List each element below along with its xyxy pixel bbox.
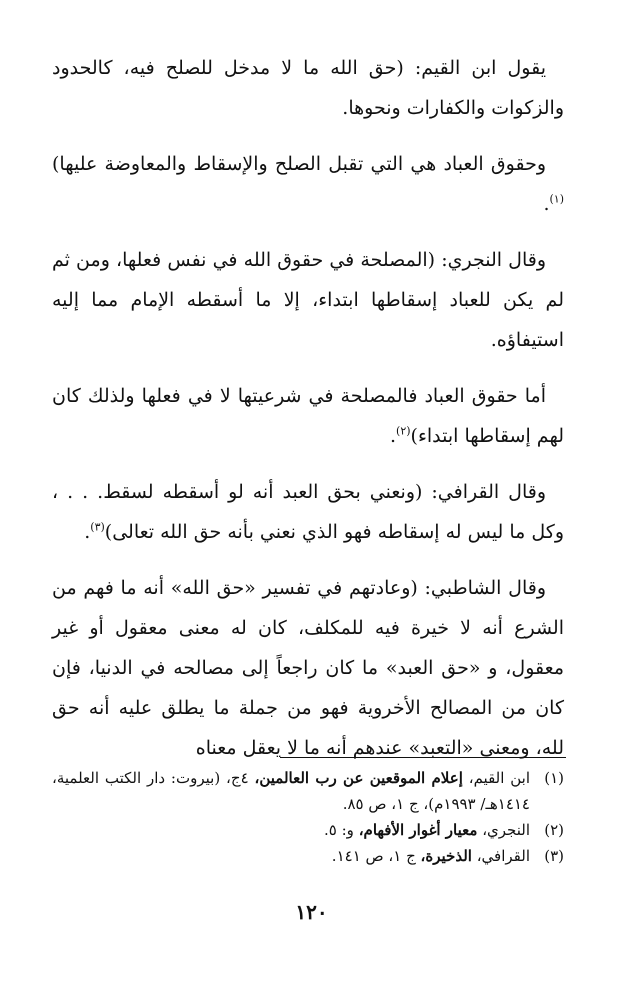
paragraph-huquq-al-ibad: [52, 144, 564, 224]
footnote-divider: [280, 757, 566, 758]
paragraph-tail: .: [389, 425, 397, 447]
footnote-author: القرافي،: [471, 847, 530, 865]
footnote-details: و: ٥.: [324, 821, 359, 839]
footnote-details: ٤ج، (بيروت: دار الكتب العلمية، ١٤١٤هـ/ ١٩٩٣م)، ج ١، ص ٨٥.: [52, 769, 530, 813]
page-number: ١٢٠: [295, 900, 328, 924]
main-text: [52, 48, 564, 784]
footnote-author: النجري،: [477, 821, 530, 839]
footnote-number: (٣): [544, 847, 564, 865]
paragraph-qarafi: [52, 472, 564, 552]
footnote-number: (١): [544, 769, 564, 787]
footnotes: [52, 765, 564, 869]
footnote-ref-2[interactable]: (٢): [396, 424, 411, 438]
footnote-ref-3[interactable]: (٣): [90, 520, 105, 534]
footnote-3: [52, 843, 564, 869]
paragraph-shatibi: [52, 568, 564, 768]
footnote-author: ابن القيم،: [462, 769, 531, 787]
paragraph-text: وقال الشاطبي: (وعادتهم في تفسير «حق الله» أنه ما فهم من الشرع أنه لا خيرة فيه للمكلف، كان له معنى معقول أو غير معقول، و «حق العبد» ما كان راجعاً إلى مصالحه في الدنيا، فإن كان من المصالح الأخروية فهو من جملة ما يطلق عليه أنه حق لله، ومعنى «التعبد» عندهم أنه ما لا يعقل معناه: [52, 577, 564, 759]
paragraph-text: يقول ابن القيم: (حق الله ما لا مدخل للصلح فيه، كالحدود والزكوات والكفارات ونحوها.: [52, 57, 564, 119]
paragraph-tail: .: [84, 521, 91, 543]
footnote-title: الذخيرة،: [420, 847, 472, 865]
footnote-details: ج ١، ص ١٤١.: [331, 847, 421, 865]
footnote-ref-1[interactable]: (١): [549, 192, 564, 206]
footnote-2: [52, 817, 564, 843]
paragraph-najri: [52, 240, 564, 360]
footnote-title: إعلام الموقعين عن رب العالمين،: [254, 769, 463, 787]
paragraph-huquq-al-ibad-2: [52, 376, 564, 456]
footnote-1: [52, 765, 564, 817]
paragraph-ibn-qayyim: [52, 48, 564, 128]
footnote-title: معيار أغوار الأفهام،: [358, 821, 478, 839]
paragraph-text: أما حقوق العباد فالمصلحة في شرعيتها لا في فعلها ولذلك كان لهم إسقاطها ابتداء): [52, 385, 564, 447]
paragraph-text: وقال النجري: (المصلحة في حقوق الله في نفس فعلها، ومن ثم لم يكن للعباد إسقاطها ابتداء، إلا ما أسقطه الإمام مما إليه استيفاؤه.: [52, 249, 564, 351]
paragraph-text: وحقوق العباد هي التي تقبل الصلح والإسقاط والمعاوضة عليها): [52, 153, 546, 175]
footnote-number: (٢): [544, 821, 564, 839]
paragraph-tail: .: [543, 193, 550, 215]
paragraph-text: وقال القرافي: (ونعني بحق العبد أنه لو أسقطه لسقط. . . ، وكل ما ليس له إسقاطه فهو الذي نعني بأنه حق الله تعالى): [52, 481, 564, 543]
